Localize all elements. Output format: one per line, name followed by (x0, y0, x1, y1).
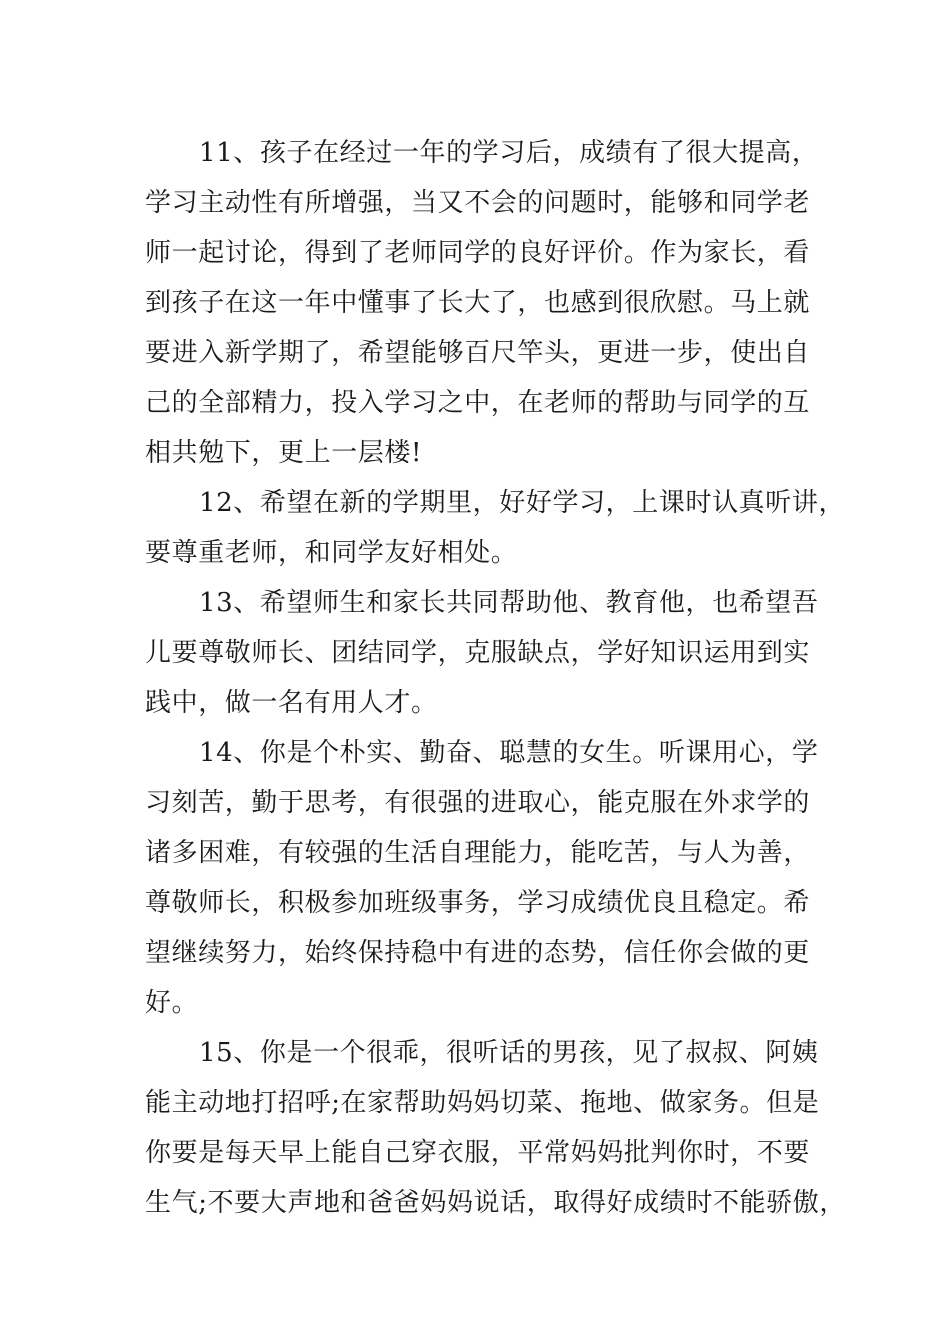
paragraph-11-line-2: 学习主动性有所增强，当又不会的问题时，能够和同学老 (145, 188, 811, 218)
paragraph-14-line-3: 诸多困难，有较强的生活自理能力，能吃苦，与人为善， (145, 838, 811, 868)
paragraph-11-line-5: 要进入新学期了，希望能够百尺竿头，更进一步，使出自 (145, 338, 811, 368)
document-body (145, 128, 846, 1228)
paragraph-15-line-4: 生气;不要大声地和爸爸妈妈说话，取得好成绩时不能骄傲， (145, 1188, 846, 1218)
paragraph-15-line-1: 15、你是一个很乖，很听话的男孩，见了叔叔、阿姨 (199, 1038, 819, 1068)
paragraph-12-line-2: 要尊重老师，和同学友好相处。 (145, 538, 518, 568)
paragraph-14-line-1: 14、你是个朴实、勤奋、聪慧的女生。听课用心，学 (199, 738, 819, 768)
paragraph-14-line-6: 好。 (145, 988, 199, 1018)
paragraph-11-line-6: 己的全部精力，投入学习之中，在老师的帮助与同学的互 (145, 388, 811, 418)
paragraph-11-line-1: 11、孩子在经过一年的学习后，成绩有了很大提高， (199, 138, 819, 168)
paragraph-14-line-4: 尊敬师长，积极参加班级事务，学习成绩优良且稳定。希 (145, 888, 811, 918)
paragraph-15-line-3: 你要是每天早上能自己穿衣服，平常妈妈批判你时，不要 (145, 1138, 811, 1168)
paragraph-13-line-3: 践中，做一名有用人才。 (145, 688, 438, 718)
paragraph-12-line-1: 12、希望在新的学期里，好好学习，上课时认真听讲， (199, 488, 846, 518)
paragraph-13-line-2: 儿要尊敬师长、团结同学，克服缺点，学好知识运用到实 (145, 638, 811, 668)
paragraph-14-line-2: 习刻苦，勤于思考，有很强的进取心，能克服在外求学的 (145, 788, 811, 818)
paragraph-11-line-3: 师一起讨论，得到了老师同学的良好评价。作为家长，看 (145, 238, 811, 268)
paragraph-13-line-1: 13、希望师生和家长共同帮助他、教育他，也希望吾 (199, 588, 819, 618)
paragraph-14-line-5: 望继续努力，始终保持稳中有进的态势，信任你会做的更 (145, 938, 811, 968)
paragraph-11-line-4: 到孩子在这一年中懂事了长大了，也感到很欣慰。马上就 (145, 288, 811, 318)
paragraph-15-line-2: 能主动地打招呼;在家帮助妈妈切菜、拖地、做家务。但是 (145, 1088, 820, 1118)
paragraph-11-line-7: 相共勉下，更上一层楼! (145, 438, 423, 468)
